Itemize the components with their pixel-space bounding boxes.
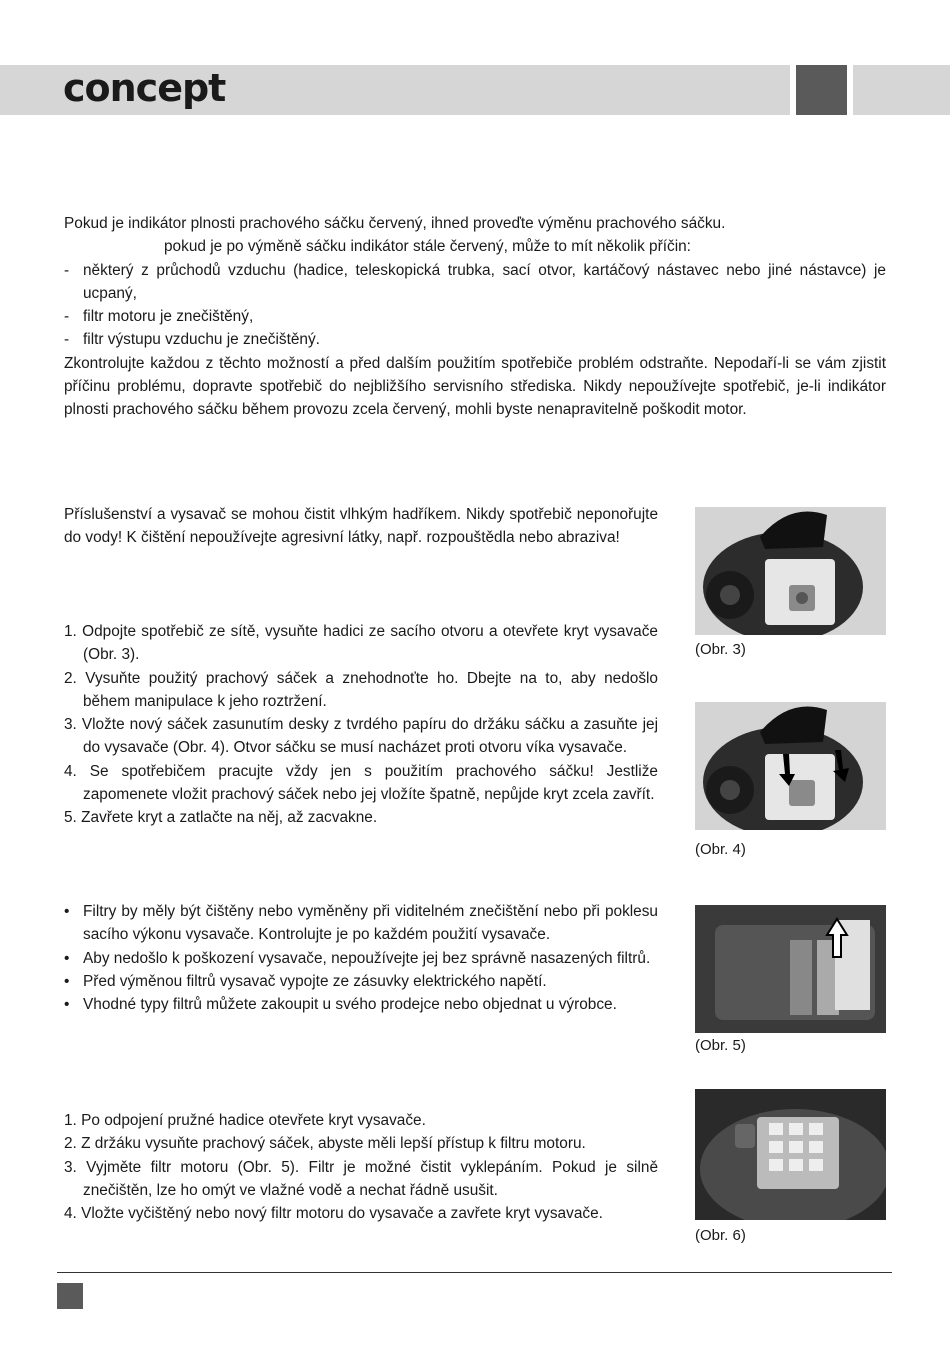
list-item: 5. Zavřete kryt a zatlačte na něj, až zacvakne.	[64, 809, 378, 827]
footer-rule	[57, 1272, 892, 1273]
intro-line-1: Pokud je indikátor plnosti prachového sáčku červený, ihned proveďte výměnu prachového sáčku.	[64, 215, 726, 232]
figure-3-caption: (Obr. 3)	[695, 641, 746, 658]
list-item: 1. Odpojte spotřebič ze sítě, vysuňte hadici ze sacího otvoru a otevřete kryt vysavače (Obr. 3).	[64, 623, 658, 664]
brand-logo: concept	[63, 66, 226, 110]
list-item: 4. Vložte vyčištěný nebo nový filtr motoru do vysavače a zavřete kryt vysavače.	[64, 1205, 603, 1223]
list-item: 1. Po odpojení pružné hadice otevřete kryt vysavače.	[64, 1112, 426, 1129]
note-text: Aby nedošlo k poškození vysavače, nepoužívejte jej bez správně nasazených filtrů.	[83, 949, 651, 967]
dash-marker: -	[64, 331, 70, 349]
list-item: 3. Vyjměte filtr motoru (Obr. 5). Filtr je možné čistit vyklepáním. Pokud je silně znečištěn, lze ho omýt ve vlažné vodě a nechat řádně usušit.	[64, 1158, 658, 1199]
cause-item	[64, 328, 886, 351]
figure-5-photo	[695, 905, 886, 1033]
list-item: 2. Vysuňte použitý prachový sáček a znehodnoťte ho. Dbejte na to, aby nedošlo během manipulace k jeho roztržení.	[64, 669, 658, 710]
list-item	[64, 947, 658, 970]
filter-notes-list	[64, 900, 658, 1016]
bullet-marker: •	[64, 949, 70, 967]
bag-steps-list	[64, 620, 658, 830]
bullet-marker: •	[64, 996, 70, 1014]
page-marker-block	[57, 1283, 83, 1309]
list-item	[64, 900, 658, 947]
list-item: 3. Vložte nový sáček zasunutím desky z tvrdého papíru do držáku sáčku a zasuňte jej do vysavače (Obr. 4). Otvor sáčku se musí nacházet proti otvoru víka vysavače.	[64, 716, 658, 757]
cause-item	[64, 305, 886, 328]
intro-section	[64, 212, 886, 422]
cause-text: filtr výstupu vzduchu je znečištěný.	[83, 331, 320, 349]
cause-text: filtr motoru je znečištěný,	[83, 308, 254, 326]
cause-item	[64, 259, 886, 306]
note-text: Před výměnou filtrů vysavač vypojte ze zásuvky elektrického napětí.	[83, 972, 547, 990]
header-divider	[847, 65, 853, 115]
bullet-marker: •	[64, 972, 70, 990]
list-item	[64, 970, 658, 993]
header-accent-block	[796, 65, 847, 115]
dash-marker: -	[64, 261, 70, 279]
cleaning-paragraph: Příslušenství a vysavač se mohou čistit vlhkým hadříkem. Nikdy spotřebič neponořujte do vody! K čištění nepoužívejte agresivní látky, např. rozpouštědla nebo abraziva!	[64, 506, 658, 547]
figure-4-photo	[695, 702, 886, 830]
figure-4-caption: (Obr. 4)	[695, 841, 746, 858]
motor-steps-list	[64, 1109, 658, 1225]
list-item: 4. Se spotřebičem pracujte vždy jen s použitím prachového sáčku! Jestliže zapomenete vložit prachový sáček nebo jej vložíte špatně, nepůjde kryt zcela zavřít.	[64, 762, 658, 804]
list-item: 2. Z držáku vysuňte prachový sáček, abyste měli lepší přístup k filtru motoru.	[64, 1135, 586, 1153]
intro-conclusion: Zkontrolujte každou z těchto možností a před dalším použitím spotřebiče problém odstraňte. Nepodaří-li se vám zjistit příčinu problému, dopravte spotřebič do nejbližšího servisního střediska. Nikdy nepoužívejte spotřebič, je-li indikátor plnosti prachového sáčku během provozu zcela červený, mohli byste nenapravitelně poškodit motor.	[64, 354, 886, 419]
bullet-marker: •	[64, 903, 70, 920]
list-item	[64, 993, 658, 1016]
figure-3-photo	[695, 507, 886, 635]
note-text: Vhodné typy filtrů můžete zakoupit u svého prodejce nebo objednat u výrobce.	[83, 996, 617, 1014]
dash-marker: -	[64, 308, 70, 326]
figure-5-caption: (Obr. 5)	[695, 1037, 746, 1054]
note-text: Filtry by měly být čištěny nebo vyměněny při viditelném znečištění nebo při poklesu sacího výkonu vysavače. Kontrolujte je po každém použití vysavače.	[83, 903, 658, 944]
figure-6-caption: (Obr. 6)	[695, 1227, 746, 1244]
figure-6-photo	[695, 1089, 886, 1220]
cause-text: některý z průchodů vzduchu (hadice, teleskopická trubka, sací otvor, kartáčový nástavec nebo jiné nástavce) je ucpaný,	[83, 261, 886, 302]
intro-line-2: pokud je po výměně sáčku indikátor stále červený, může to mít několik příčin:	[164, 238, 691, 256]
